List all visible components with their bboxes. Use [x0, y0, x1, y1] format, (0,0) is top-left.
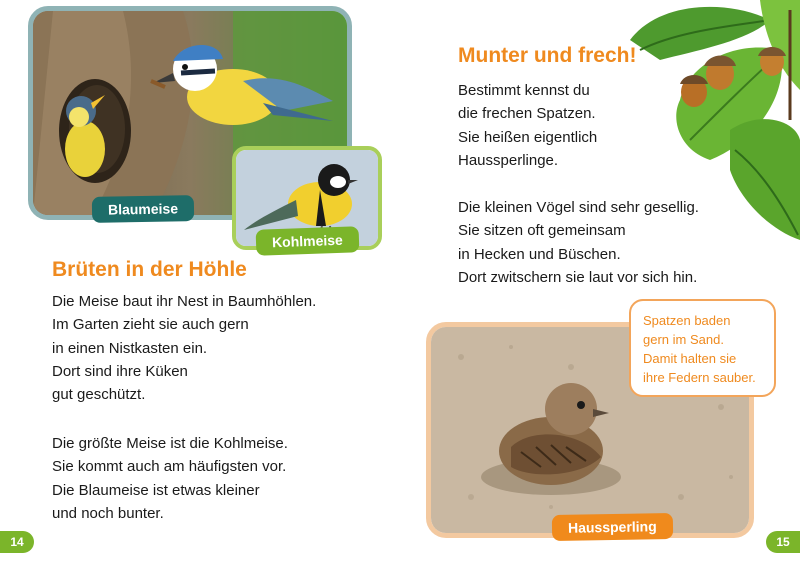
text-line: Sie sitzen oft gemeinsam — [458, 222, 626, 240]
blaumeise-label: Blaumeise — [92, 195, 194, 223]
bubble-line: ihre Federn sauber. — [643, 370, 756, 385]
bubble-line: Spatzen baden — [643, 313, 731, 328]
text-line: Dort zwitschern sie laut vor sich hin. — [458, 268, 698, 286]
text-line: Die Meise baut ihr Nest in Baumhöhlen. — [52, 293, 317, 310]
page-number-right: 15 — [766, 531, 800, 553]
text-line: Dort sind ihre Küken — [52, 362, 188, 380]
page-number-left: 14 — [0, 531, 34, 553]
bubble-line: Damit halten sie — [643, 351, 737, 366]
text-line: Sie kommt auch am häufigsten vor. — [52, 458, 287, 476]
text-line: Haussperlinge. — [458, 151, 559, 169]
left-paragraph-1 — [52, 290, 316, 406]
text-line: Die kleinen Vögel sind sehr gesellig. — [458, 199, 699, 216]
left-paragraph-2 — [52, 432, 288, 525]
text-line: Bestimmt kennst du — [458, 82, 590, 99]
info-bubble — [629, 299, 776, 397]
text-line: in Hecken und Büschen. — [458, 245, 621, 263]
kohlmeise-label: Kohlmeise — [256, 226, 360, 256]
right-paragraph-2 — [458, 196, 699, 289]
haussperling-label: Haussperling — [552, 513, 673, 541]
right-paragraph-1 — [458, 79, 597, 172]
text-line: Im Garten zieht sie auch gern — [52, 316, 249, 334]
text-line: und noch bunter. — [52, 504, 164, 522]
text-line: Die größte Meise ist die Kohlmeise. — [52, 435, 288, 452]
left-heading: Brüten in der Höhle — [52, 258, 247, 281]
text-line: gut geschützt. — [52, 386, 146, 404]
right-heading: Munter und frech! — [458, 44, 637, 67]
text-line: in einen Nistkasten ein. — [52, 339, 208, 357]
bubble-line: gern im Sand. — [643, 332, 724, 347]
text-line: Die Blaumeise ist etwas kleiner — [52, 481, 260, 499]
text-line: Sie heißen eigentlich — [458, 128, 598, 146]
text-line: die frechen Spatzen. — [458, 105, 596, 123]
